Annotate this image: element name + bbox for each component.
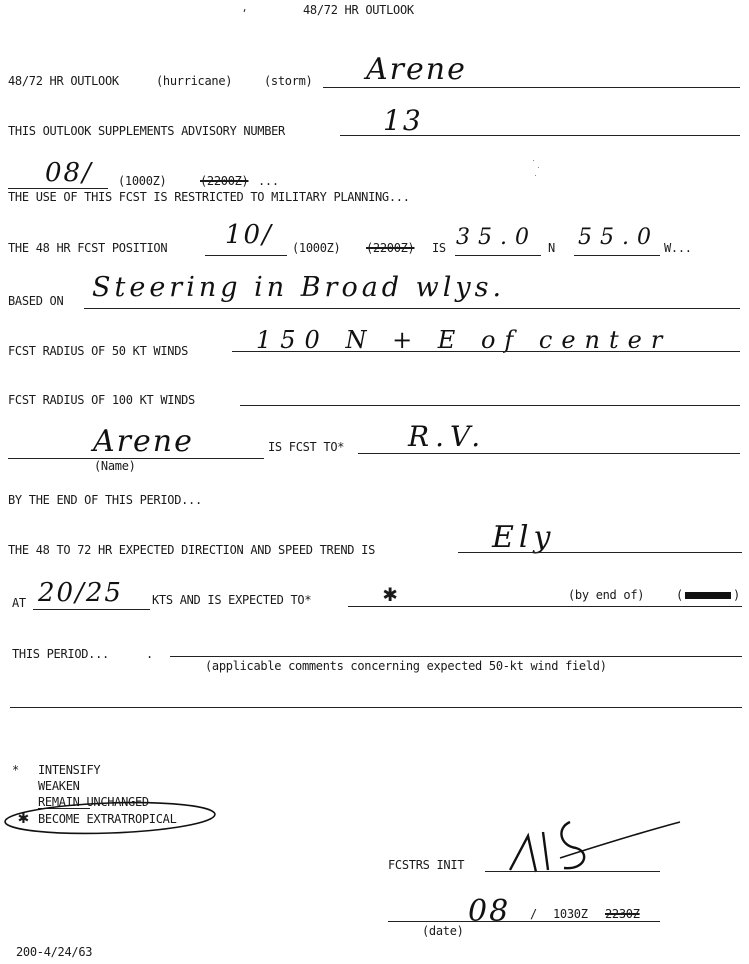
storm-name-line (323, 87, 740, 88)
name-caption: (Name) (94, 459, 136, 473)
name-value: Arene (93, 424, 194, 459)
longitude-line (574, 255, 660, 256)
this-period-label: THIS PERIOD... (12, 647, 109, 661)
forecast-to-label: IS FCST TO* (268, 440, 345, 454)
forecaster-init-label: FCSTRS INIT (388, 858, 465, 872)
storm-option: (storm) (264, 74, 313, 88)
storm-row-label: 48/72 HR OUTLOOK (8, 74, 119, 88)
date-line (388, 921, 660, 922)
form-title: 48/72 HR OUTLOOK (303, 3, 414, 17)
position-is: IS (432, 241, 446, 255)
latitude-line (455, 255, 541, 256)
comments-line-2 (10, 707, 742, 708)
by-end-of-label: (by end of) (568, 588, 645, 602)
redacted-option (685, 592, 731, 599)
this-period-dot: . (146, 647, 153, 661)
restriction-notice: THE USE OF THIS FCST IS RESTRICTED TO MILITARY PLANNING... (8, 190, 410, 204)
position-time-2200z: (2200Z) (366, 241, 415, 255)
date-time-struck: 2230Z (605, 907, 640, 921)
radius-50kt-value: 150 N + E of center (256, 326, 672, 354)
end-of-period-text: BY THE END OF THIS PERIOD... (8, 493, 202, 507)
option-intensify: INTENSIFY (38, 763, 101, 777)
trend-label: THE 48 TO 72 HR EXPECTED DIRECTION AND SPEED TREND IS (8, 543, 376, 557)
date-slash: / (530, 907, 537, 921)
comments-line-1 (170, 656, 742, 657)
option-weaken: WEAKEN (38, 779, 80, 793)
forecast-to-line (358, 453, 740, 454)
date-caption: (date) (422, 924, 464, 938)
speed-value: 20/25 (38, 578, 123, 608)
position-day-value: 10/ (225, 220, 273, 250)
radius-100kt-line (240, 405, 740, 406)
position-time-1000z: (1000Z) (292, 241, 341, 255)
scan-speck (533, 160, 534, 161)
based-on-value: Steering in Broad wlys. (92, 272, 506, 303)
expected-mark: ✱ (383, 579, 398, 607)
based-on-line (84, 308, 740, 309)
option-become-extratropical: BECOME EXTRATROPICAL (38, 812, 177, 826)
scan-speck (535, 175, 536, 176)
advisory-label: THIS OUTLOOK SUPPLEMENTS ADVISORY NUMBER (8, 124, 285, 138)
form-code: 200-4/24/63 (16, 945, 93, 959)
longitude-value: 55.0 (578, 225, 659, 250)
storm-name-value: Arene (366, 52, 467, 87)
forecast-to-value: R.V. (408, 420, 487, 453)
option-remain-unchanged: REMAIN UNCHANGED (38, 795, 149, 809)
selected-option-mark: ✱ (18, 807, 29, 828)
radius-50kt-label: FCST RADIUS OF 50 KT WINDS (8, 344, 189, 358)
struck-paren-close: ) (733, 588, 740, 602)
trend-line (458, 552, 742, 553)
options-star: * (12, 763, 19, 777)
time-dots: ... (258, 174, 279, 188)
forecaster-init-line (485, 871, 660, 872)
radius-50kt-line (232, 351, 740, 352)
issue-day-line (8, 188, 108, 189)
kts-label: KTS AND IS EXPECTED TO* (152, 593, 312, 607)
advisory-number-value: 13 (383, 104, 423, 137)
time-option-1000z: (1000Z) (118, 174, 167, 188)
name-line (8, 458, 264, 459)
latitude-value: 35.0 (456, 225, 537, 250)
time-option-2200z: (2200Z) (200, 174, 249, 188)
at-label: AT (12, 596, 26, 610)
scan-speck (538, 167, 539, 168)
based-on-label: BASED ON (8, 294, 64, 308)
date-time-value: 1030Z (553, 907, 588, 921)
scan-mark (244, 9, 246, 12)
issue-day-value: 08/ (45, 158, 93, 188)
speed-line (33, 609, 150, 610)
north-label: N (548, 241, 555, 255)
date-day-value: 08 (468, 894, 511, 929)
struck-paren-open: ( (676, 588, 683, 602)
radius-100kt-label: FCST RADIUS OF 100 KT WINDS (8, 393, 195, 407)
expected-line (348, 606, 742, 607)
remain-underline (38, 808, 90, 809)
west-label: W... (664, 241, 692, 255)
advisory-line (340, 135, 740, 136)
comments-caption: (applicable comments concerning expected 50-kt wind field) (205, 659, 607, 673)
position-day-line (205, 255, 287, 256)
position-label: THE 48 HR FCST POSITION (8, 241, 168, 255)
hurricane-option: (hurricane) (156, 74, 233, 88)
trend-value: Ely (492, 520, 556, 555)
